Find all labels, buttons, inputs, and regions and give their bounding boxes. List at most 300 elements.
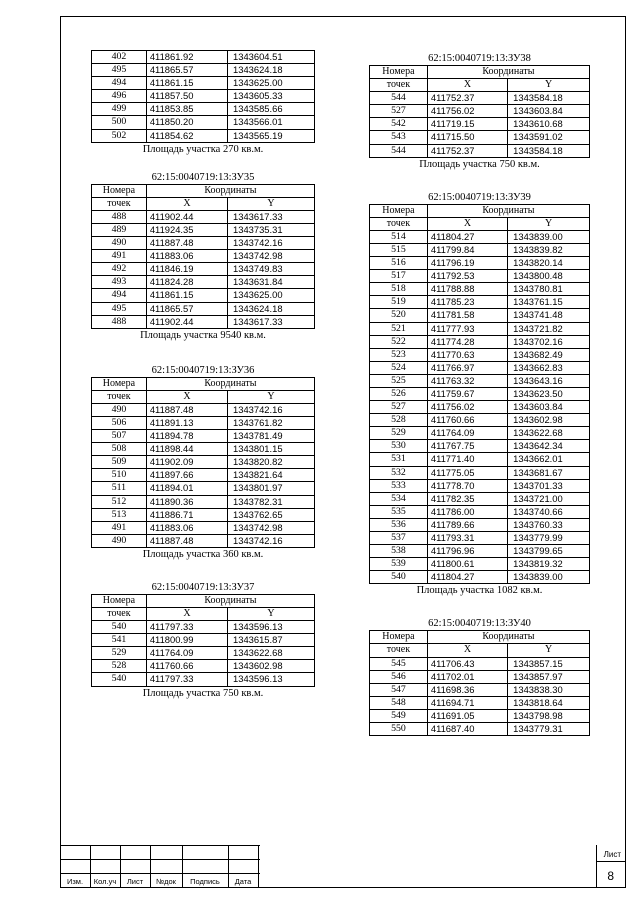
x-coordinate-cell: 411775.05: [427, 466, 507, 479]
x-coordinate-cell: 411752.37: [427, 144, 507, 157]
x-coordinate-cell: 411887.48: [146, 403, 227, 416]
x-coordinate-cell: 411706.43: [427, 657, 507, 670]
x-coordinate-cell: 411719.15: [427, 118, 507, 131]
y-coordinate-cell: 1343721.82: [508, 322, 590, 335]
x-coordinate-cell: 411799.84: [427, 243, 507, 256]
point-number-cell: 510: [92, 469, 147, 482]
point-number-cell: 527: [370, 401, 428, 414]
table-row: [370, 427, 590, 440]
plot-block-zu37: [91, 581, 315, 700]
point-number-cell: 526: [370, 387, 428, 400]
point-number-cell: 521: [370, 322, 428, 335]
point-number-cell: 531: [370, 453, 428, 466]
x-coordinate-cell: 411824.28: [146, 276, 227, 289]
point-number-cell: 494: [92, 289, 147, 302]
table-row: [370, 374, 590, 387]
x-coordinate-cell: 411846.19: [146, 263, 227, 276]
point-number-cell: 494: [92, 77, 147, 90]
header-point-number: Номера: [370, 66, 428, 79]
point-number-cell: 533: [370, 479, 428, 492]
x-coordinate-cell: 411756.02: [427, 105, 507, 118]
x-coordinate-cell: 411764.09: [146, 647, 227, 660]
x-coordinate-cell: 411797.33: [146, 673, 227, 686]
table-row: [370, 492, 590, 505]
table-row: [370, 414, 590, 427]
header-points: точек: [370, 217, 428, 230]
table-row: [92, 276, 315, 289]
table-row: [92, 129, 315, 142]
point-number-cell: 509: [92, 456, 147, 469]
y-coordinate-cell: 1343800.48: [508, 270, 590, 283]
table-header-row: [92, 377, 315, 390]
y-coordinate-cell: 1343622.68: [508, 427, 590, 440]
y-coordinate-cell: 1343602.98: [508, 414, 590, 427]
plot-block-zu36: [91, 364, 315, 561]
point-number-cell: 519: [370, 296, 428, 309]
y-coordinate-cell: 1343584.18: [508, 144, 590, 157]
x-coordinate-cell: 411764.09: [427, 427, 507, 440]
x-coordinate-cell: 411774.28: [427, 335, 507, 348]
table-row: [92, 469, 315, 482]
table-row: [92, 210, 315, 223]
table-header-row: [370, 66, 590, 79]
point-number-cell: 517: [370, 270, 428, 283]
table-row: [92, 51, 315, 64]
y-coordinate-cell: 1343625.00: [228, 77, 315, 90]
coordinates-table: [91, 377, 315, 548]
header-coordinates: Координаты: [427, 631, 589, 644]
table-row: [370, 709, 590, 722]
table-row: [370, 348, 590, 361]
x-coordinate-cell: 411792.53: [427, 270, 507, 283]
x-coordinate-cell: 411766.97: [427, 361, 507, 374]
table-row: [370, 670, 590, 683]
x-coordinate-cell: 411898.44: [146, 443, 227, 456]
point-number-cell: 520: [370, 309, 428, 322]
point-number-cell: 496: [92, 90, 147, 103]
table-row: [92, 621, 315, 634]
x-coordinate-cell: 411894.78: [146, 430, 227, 443]
header-x: X: [427, 217, 507, 230]
y-coordinate-cell: 1343584.18: [508, 92, 590, 105]
point-number-cell: 550: [370, 723, 428, 736]
table-row: [370, 571, 590, 584]
point-number-cell: 535: [370, 505, 428, 518]
table-row: [92, 223, 315, 236]
point-number-cell: 528: [92, 660, 147, 673]
x-coordinate-cell: 411778.70: [427, 479, 507, 492]
y-coordinate-cell: 1343662.01: [508, 453, 590, 466]
stamp-label-ndok: №док: [156, 877, 176, 886]
y-coordinate-cell: 1343642.34: [508, 440, 590, 453]
x-coordinate-cell: 411797.33: [146, 621, 227, 634]
y-coordinate-cell: 1343761.82: [228, 416, 315, 429]
point-number-cell: 544: [370, 144, 428, 157]
plot-title: 62:15:0040719:13:ЗУ37: [151, 581, 255, 593]
y-coordinate-cell: 1343819.32: [508, 558, 590, 571]
y-coordinate-cell: 1343735.31: [228, 223, 315, 236]
table-row: [92, 302, 315, 315]
table-header-row: [370, 631, 590, 644]
y-coordinate-cell: 1343779.31: [508, 723, 590, 736]
y-coordinate-cell: 1343820.14: [508, 257, 590, 270]
sheet-number-label: Лист: [603, 850, 621, 859]
y-coordinate-cell: 1343681.67: [508, 466, 590, 479]
coordinates-table: [91, 594, 315, 687]
header-y: Y: [508, 79, 590, 92]
header-point-number: Номера: [92, 594, 147, 607]
point-number-cell: 546: [370, 670, 428, 683]
x-coordinate-cell: 411691.05: [427, 709, 507, 722]
table-row: [92, 250, 315, 263]
y-coordinate-cell: 1343585.66: [228, 103, 315, 116]
y-coordinate-cell: 1343798.98: [508, 709, 590, 722]
plot-block-zu39: [369, 191, 590, 598]
point-number-cell: 508: [92, 443, 147, 456]
table-row: [92, 315, 315, 328]
point-number-cell: 549: [370, 709, 428, 722]
table-row: [370, 453, 590, 466]
table-row: [92, 495, 315, 508]
x-coordinate-cell: 411800.99: [146, 634, 227, 647]
header-x: X: [146, 197, 227, 210]
table-row: [370, 105, 590, 118]
point-number-cell: 524: [370, 361, 428, 374]
y-coordinate-cell: 1343662.83: [508, 361, 590, 374]
table-header-row: [92, 608, 315, 621]
plot-title: 62:15:0040719:13:ЗУ36: [151, 364, 255, 376]
table-row: [92, 482, 315, 495]
header-point-number: Номера: [92, 377, 147, 390]
table-row: [92, 443, 315, 456]
y-coordinate-cell: 1343782.31: [228, 495, 315, 508]
point-number-cell: 500: [92, 116, 147, 129]
x-coordinate-cell: 411698.36: [427, 683, 507, 696]
point-number-cell: 540: [92, 621, 147, 634]
table-header-row: [370, 79, 590, 92]
y-coordinate-cell: 1343780.81: [508, 283, 590, 296]
table-row: [370, 309, 590, 322]
table-row: [92, 647, 315, 660]
stamp-label-podpis: Подпись: [190, 877, 220, 886]
point-number-cell: 529: [370, 427, 428, 440]
coordinates-table: [91, 50, 315, 143]
table-header-row: [92, 197, 315, 210]
table-row: [92, 416, 315, 429]
table-row: [370, 243, 590, 256]
x-coordinate-cell: 411804.27: [427, 571, 507, 584]
point-number-cell: 499: [92, 103, 147, 116]
point-number-cell: 530: [370, 440, 428, 453]
x-coordinate-cell: 411752.37: [427, 92, 507, 105]
point-number-cell: 493: [92, 276, 147, 289]
x-coordinate-cell: 411715.50: [427, 131, 507, 144]
header-y: Y: [508, 217, 590, 230]
table-row: [370, 144, 590, 157]
y-coordinate-cell: 1343615.87: [228, 634, 315, 647]
point-number-cell: 495: [92, 64, 147, 77]
x-coordinate-cell: 411687.40: [427, 723, 507, 736]
table-row: [370, 440, 590, 453]
y-coordinate-cell: 1343596.13: [228, 621, 315, 634]
y-coordinate-cell: 1343617.33: [228, 210, 315, 223]
x-coordinate-cell: 411897.66: [146, 469, 227, 482]
table-row: [92, 521, 315, 534]
y-coordinate-cell: 1343623.50: [508, 387, 590, 400]
x-coordinate-cell: 411902.09: [146, 456, 227, 469]
x-coordinate-cell: 411782.35: [427, 492, 507, 505]
table-row: [92, 508, 315, 521]
x-coordinate-cell: 411865.57: [146, 302, 227, 315]
y-coordinate-cell: 1343742.16: [228, 403, 315, 416]
x-coordinate-cell: 411887.48: [146, 534, 227, 547]
header-points: точек: [92, 197, 147, 210]
y-coordinate-cell: 1343742.98: [228, 250, 315, 263]
header-coordinates: Координаты: [146, 377, 314, 390]
y-coordinate-cell: 1343624.18: [228, 302, 315, 315]
table-row: [92, 403, 315, 416]
table-row: [370, 131, 590, 144]
stamp-label-data: Дата: [234, 877, 252, 886]
header-x: X: [146, 390, 227, 403]
header-points: точек: [370, 79, 428, 92]
table-row: [370, 532, 590, 545]
point-number-cell: 527: [370, 105, 428, 118]
table-row: [92, 103, 315, 116]
table-header-row: [370, 217, 590, 230]
header-coordinates: Координаты: [427, 66, 589, 79]
x-coordinate-cell: 411796.96: [427, 545, 507, 558]
table-row: [370, 92, 590, 105]
x-coordinate-cell: 411800.61: [427, 558, 507, 571]
point-number-cell: 502: [92, 129, 147, 142]
point-number-cell: 523: [370, 348, 428, 361]
y-coordinate-cell: 1343821.64: [228, 469, 315, 482]
table-header-row: [92, 390, 315, 403]
plot-area-caption: Площадь участка 9540 кв.м.: [140, 329, 266, 341]
x-coordinate-cell: 411804.27: [427, 230, 507, 243]
point-number-cell: 514: [370, 230, 428, 243]
plot-block-zu35: [91, 171, 315, 342]
y-coordinate-cell: 1343762.65: [228, 508, 315, 521]
right-column: [369, 52, 590, 736]
plot-area-caption: Площадь участка 360 кв.м.: [142, 548, 264, 560]
table-row: [370, 696, 590, 709]
y-coordinate-cell: 1343591.02: [508, 131, 590, 144]
y-coordinate-cell: 1343779.99: [508, 532, 590, 545]
point-number-cell: 543: [370, 131, 428, 144]
y-coordinate-cell: 1343760.33: [508, 518, 590, 531]
stamp-label-list: Лист: [126, 877, 144, 886]
point-number-cell: 540: [370, 571, 428, 584]
table-row: [92, 116, 315, 129]
x-coordinate-cell: 411894.01: [146, 482, 227, 495]
table-row: [370, 518, 590, 531]
point-number-cell: 511: [92, 482, 147, 495]
table-header-row: [370, 204, 590, 217]
point-number-cell: 547: [370, 683, 428, 696]
y-coordinate-cell: 1343801.97: [228, 482, 315, 495]
x-coordinate-cell: 411853.85: [146, 103, 227, 116]
plot-area-caption: Площадь участка 750 кв.м.: [419, 158, 540, 170]
x-coordinate-cell: 411789.66: [427, 518, 507, 531]
point-number-cell: 541: [92, 634, 147, 647]
y-coordinate-cell: 1343801.15: [228, 443, 315, 456]
plot-title: 62:15:0040719:13:ЗУ35: [151, 171, 255, 183]
x-coordinate-cell: 411890.36: [146, 495, 227, 508]
y-coordinate-cell: 1343624.18: [228, 64, 315, 77]
x-coordinate-cell: 411891.13: [146, 416, 227, 429]
y-coordinate-cell: 1343565.19: [228, 129, 315, 142]
y-coordinate-cell: 1343702.16: [508, 335, 590, 348]
x-coordinate-cell: 411781.58: [427, 309, 507, 322]
x-coordinate-cell: 411796.19: [427, 257, 507, 270]
x-coordinate-cell: 411770.63: [427, 348, 507, 361]
x-coordinate-cell: 411886.71: [146, 508, 227, 521]
point-number-cell: 536: [370, 518, 428, 531]
x-coordinate-cell: 411767.75: [427, 440, 507, 453]
header-coordinates: Координаты: [427, 204, 589, 217]
point-number-cell: 516: [370, 257, 428, 270]
y-coordinate-cell: 1343602.98: [228, 660, 315, 673]
x-coordinate-cell: 411694.71: [427, 696, 507, 709]
x-coordinate-cell: 411857.50: [146, 90, 227, 103]
x-coordinate-cell: 411883.06: [146, 250, 227, 263]
table-row: [370, 257, 590, 270]
x-coordinate-cell: 411793.31: [427, 532, 507, 545]
point-number-cell: 492: [92, 263, 147, 276]
y-coordinate-cell: 1343603.84: [508, 401, 590, 414]
table-row: [92, 64, 315, 77]
point-number-cell: 532: [370, 466, 428, 479]
y-coordinate-cell: 1343721.00: [508, 492, 590, 505]
table-row: [370, 723, 590, 736]
point-number-cell: 518: [370, 283, 428, 296]
y-coordinate-cell: 1343742.16: [228, 534, 315, 547]
table-row: [92, 430, 315, 443]
x-coordinate-cell: 411883.06: [146, 521, 227, 534]
x-coordinate-cell: 411865.57: [146, 64, 227, 77]
y-coordinate-cell: 1343857.15: [508, 657, 590, 670]
y-coordinate-cell: 1343742.98: [228, 521, 315, 534]
table-row: [92, 237, 315, 250]
table-row: [370, 558, 590, 571]
point-number-cell: 402: [92, 51, 147, 64]
table-row: [370, 545, 590, 558]
header-y: Y: [228, 390, 315, 403]
table-row: [92, 77, 315, 90]
table-row: [92, 534, 315, 547]
table-row: [370, 230, 590, 243]
table-row: [370, 479, 590, 492]
x-coordinate-cell: 411788.88: [427, 283, 507, 296]
plot-area-caption: Площадь участка 270 кв.м.: [142, 143, 264, 155]
y-coordinate-cell: 1343741.48: [508, 309, 590, 322]
sheet-number: 8: [607, 869, 614, 883]
header-x: X: [427, 644, 507, 657]
x-coordinate-cell: 411887.48: [146, 237, 227, 250]
point-number-cell: 544: [370, 92, 428, 105]
coordinates-table: [369, 630, 590, 736]
table-row: [370, 505, 590, 518]
point-number-cell: 537: [370, 532, 428, 545]
y-coordinate-cell: 1343682.49: [508, 348, 590, 361]
header-y: Y: [228, 608, 315, 621]
x-coordinate-cell: 411861.92: [146, 51, 227, 64]
table-header-row: [370, 644, 590, 657]
plot-block-p0: [91, 50, 315, 156]
x-coordinate-cell: 411861.15: [146, 289, 227, 302]
y-coordinate-cell: 1343605.33: [228, 90, 315, 103]
table-header-row: [92, 594, 315, 607]
header-point-number: Номера: [370, 204, 428, 217]
x-coordinate-cell: 411854.62: [146, 129, 227, 142]
header-coordinates: Координаты: [146, 184, 314, 197]
table-row: [92, 263, 315, 276]
x-coordinate-cell: 411924.35: [146, 223, 227, 236]
y-coordinate-cell: 1343839.00: [508, 571, 590, 584]
y-coordinate-cell: 1343617.33: [228, 315, 315, 328]
point-number-cell: 548: [370, 696, 428, 709]
table-row: [370, 283, 590, 296]
y-coordinate-cell: 1343838.30: [508, 683, 590, 696]
point-number-cell: 538: [370, 545, 428, 558]
x-coordinate-cell: 411760.66: [146, 660, 227, 673]
point-number-cell: 528: [370, 414, 428, 427]
point-number-cell: 506: [92, 416, 147, 429]
point-number-cell: 525: [370, 374, 428, 387]
header-points: точек: [92, 608, 147, 621]
x-coordinate-cell: 411850.20: [146, 116, 227, 129]
table-row: [92, 673, 315, 686]
x-coordinate-cell: 411760.66: [427, 414, 507, 427]
y-coordinate-cell: 1343604.51: [228, 51, 315, 64]
table-row: [370, 401, 590, 414]
stamp-label-kol-uch: Кол.уч: [93, 877, 117, 886]
y-coordinate-cell: 1343631.84: [228, 276, 315, 289]
y-coordinate-cell: 1343740.66: [508, 505, 590, 518]
point-number-cell: 545: [370, 657, 428, 670]
header-points: точек: [370, 644, 428, 657]
y-coordinate-cell: 1343818.64: [508, 696, 590, 709]
point-number-cell: 488: [92, 210, 147, 223]
table-row: [92, 456, 315, 469]
y-coordinate-cell: 1343799.65: [508, 545, 590, 558]
header-coordinates: Координаты: [146, 594, 314, 607]
table-row: [370, 683, 590, 696]
y-coordinate-cell: 1343596.13: [228, 673, 315, 686]
plot-title: 62:15:0040719:13:ЗУ40: [428, 618, 531, 630]
table-row: [92, 90, 315, 103]
point-number-cell: 534: [370, 492, 428, 505]
x-coordinate-cell: 411861.15: [146, 77, 227, 90]
y-coordinate-cell: 1343749.83: [228, 263, 315, 276]
header-x: X: [427, 79, 507, 92]
y-coordinate-cell: 1343781.49: [228, 430, 315, 443]
x-coordinate-cell: 411902.44: [146, 315, 227, 328]
y-coordinate-cell: 1343610.68: [508, 118, 590, 131]
header-y: Y: [228, 197, 315, 210]
header-point-number: Номера: [92, 184, 147, 197]
coordinates-table: [91, 184, 315, 329]
table-row: [370, 322, 590, 335]
table-row: [92, 289, 315, 302]
point-number-cell: 489: [92, 223, 147, 236]
x-coordinate-cell: 411902.44: [146, 210, 227, 223]
x-coordinate-cell: 411771.40: [427, 453, 507, 466]
point-number-cell: 490: [92, 534, 147, 547]
table-row: [370, 466, 590, 479]
